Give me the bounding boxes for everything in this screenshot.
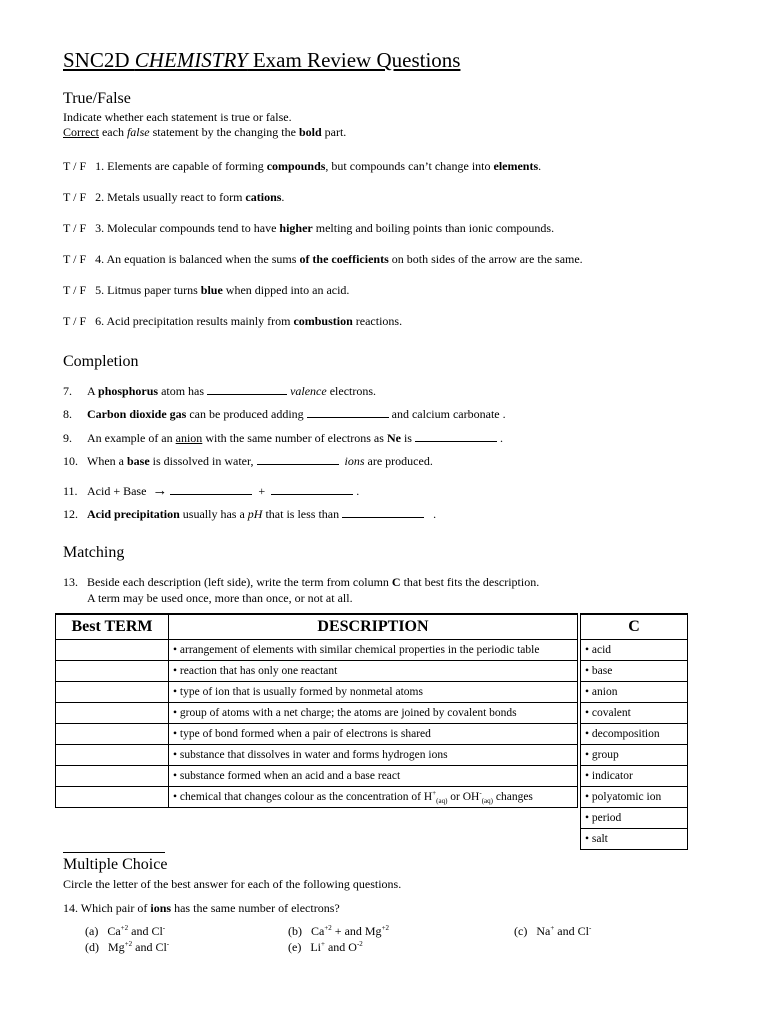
completion-question-8: 8. Carbon dioxide gas can be produced adding and calcium carbonate . (63, 407, 506, 421)
answer-cell[interactable] (56, 766, 169, 787)
term-item: • covalent (581, 703, 688, 724)
term-item: • salt (581, 829, 688, 850)
tf-question-6: T / F 6. Acid precipitation results mainly from combustion reactions. (63, 314, 403, 328)
option-a[interactable]: (a) $Ca^{+2}$ and Cl- (85, 924, 166, 938)
mc-instruction: Circle the letter of the best answer for each of the following questions. (63, 877, 402, 891)
tf-question-5: T / F 5. Litmus paper turns blue when dipped into an acid. (63, 283, 350, 297)
table-row (56, 724, 578, 745)
table-row (56, 766, 578, 787)
term-item: • base (581, 661, 688, 682)
answer-cell[interactable] (56, 661, 169, 682)
matching-table (55, 613, 578, 808)
completion-question-12: 12. Acid precipitation usually has a pH that is less than . (63, 507, 437, 521)
description-cell: • reaction that has only one reactant (169, 661, 578, 682)
term-item: • period (581, 808, 688, 829)
tf-question-3: T / F 3. Molecular compounds tend to have higher melting and boiling points than ionic compounds. (63, 221, 555, 235)
col-best-term: Best TERM (56, 614, 169, 640)
table-row (56, 787, 578, 808)
answer-cell[interactable] (56, 703, 169, 724)
tf-question-1: T / F 1. Elements are capable of forming compounds, but compounds can’t change into elements. (63, 159, 542, 173)
option-e[interactable]: (e) Li+ and $O^{-2}$ (288, 940, 363, 954)
table-row (56, 745, 578, 766)
description-cell: • type of ion that is usually formed by nonmetal atoms (169, 682, 578, 703)
description-cell: • group of atoms with a net charge; the atoms are joined by covalent bonds (169, 703, 578, 724)
table-row (56, 640, 578, 661)
truefalse-heading: True/False (63, 90, 131, 107)
table-row (56, 682, 578, 703)
option-d[interactable]: (d) $Mg^{+2}$ and Cl- (85, 940, 170, 954)
description-cell: • arrangement of elements with similar chemical properties in the periodic table (169, 640, 578, 661)
option-c[interactable]: (c) Na+ and Cl- (514, 924, 592, 938)
matching-heading: Matching (63, 544, 125, 561)
matching-question-13: 13. Beside each description (left side), write the term from column C that best fits the description. (63, 575, 540, 589)
answer-cell[interactable] (56, 745, 169, 766)
terms-column (580, 613, 688, 850)
term-item: • polyatomic ion (581, 787, 688, 808)
page-title: SNC2D CHEMISTRY Exam Review Questions (63, 48, 461, 72)
answer-cell[interactable] (56, 640, 169, 661)
term-item: • indicator (581, 766, 688, 787)
divider (63, 852, 165, 853)
completion-heading: Completion (63, 353, 139, 370)
description-cell: • type of bond formed when a pair of electrons is shared (169, 724, 578, 745)
col-c: C (581, 614, 688, 640)
answer-cell[interactable] (56, 682, 169, 703)
completion-question-11: 11. Acid + Base → + . (63, 483, 360, 499)
answer-cell[interactable] (56, 787, 169, 808)
table-row (56, 661, 578, 682)
description-cell: • substance that dissolves in water and forms hydrogen ions (169, 745, 578, 766)
term-item: • anion (581, 682, 688, 703)
tf-question-2: T / F 2. Metals usually react to form cations. (63, 190, 285, 204)
matching-question-13-line2: A term may be used once, more than once, or not at all. (87, 591, 353, 605)
option-b[interactable]: (b) $Ca^{+2}$ + and $Mg^{+2}$ (288, 924, 390, 938)
truefalse-instruction-2: Correct each false statement by the changing the bold part. (63, 125, 347, 139)
completion-question-7: 7. A phosphorus atom has valence electrons. (63, 384, 377, 398)
tf-question-4: T / F 4. An equation is balanced when the sums of the coefficients on both sides of the arrow are the same. (63, 252, 583, 266)
table-row (56, 703, 578, 724)
mc-heading: Multiple Choice (63, 856, 168, 873)
term-item: • decomposition (581, 724, 688, 745)
truefalse-instruction-1: Indicate whether each statement is true or false. (63, 110, 292, 124)
description-cell: • substance formed when an acid and a base react (169, 766, 578, 787)
mc-question-14: 14. Which pair of ions has the same number of electrons? (63, 901, 340, 915)
completion-question-9: 9. An example of an anion with the same number of electrons as Ne is . (63, 431, 503, 445)
description-cell: • chemical that changes colour as the concentration of $H^+_{(aq)}$ or $OH^-_{(aq)}$ changes (169, 787, 578, 808)
col-description: DESCRIPTION (169, 614, 578, 640)
answer-cell[interactable] (56, 724, 169, 745)
term-item: • acid (581, 640, 688, 661)
term-item: • group (581, 745, 688, 766)
completion-question-10: 10. When a base is dissolved in water, ions are produced. (63, 454, 433, 468)
